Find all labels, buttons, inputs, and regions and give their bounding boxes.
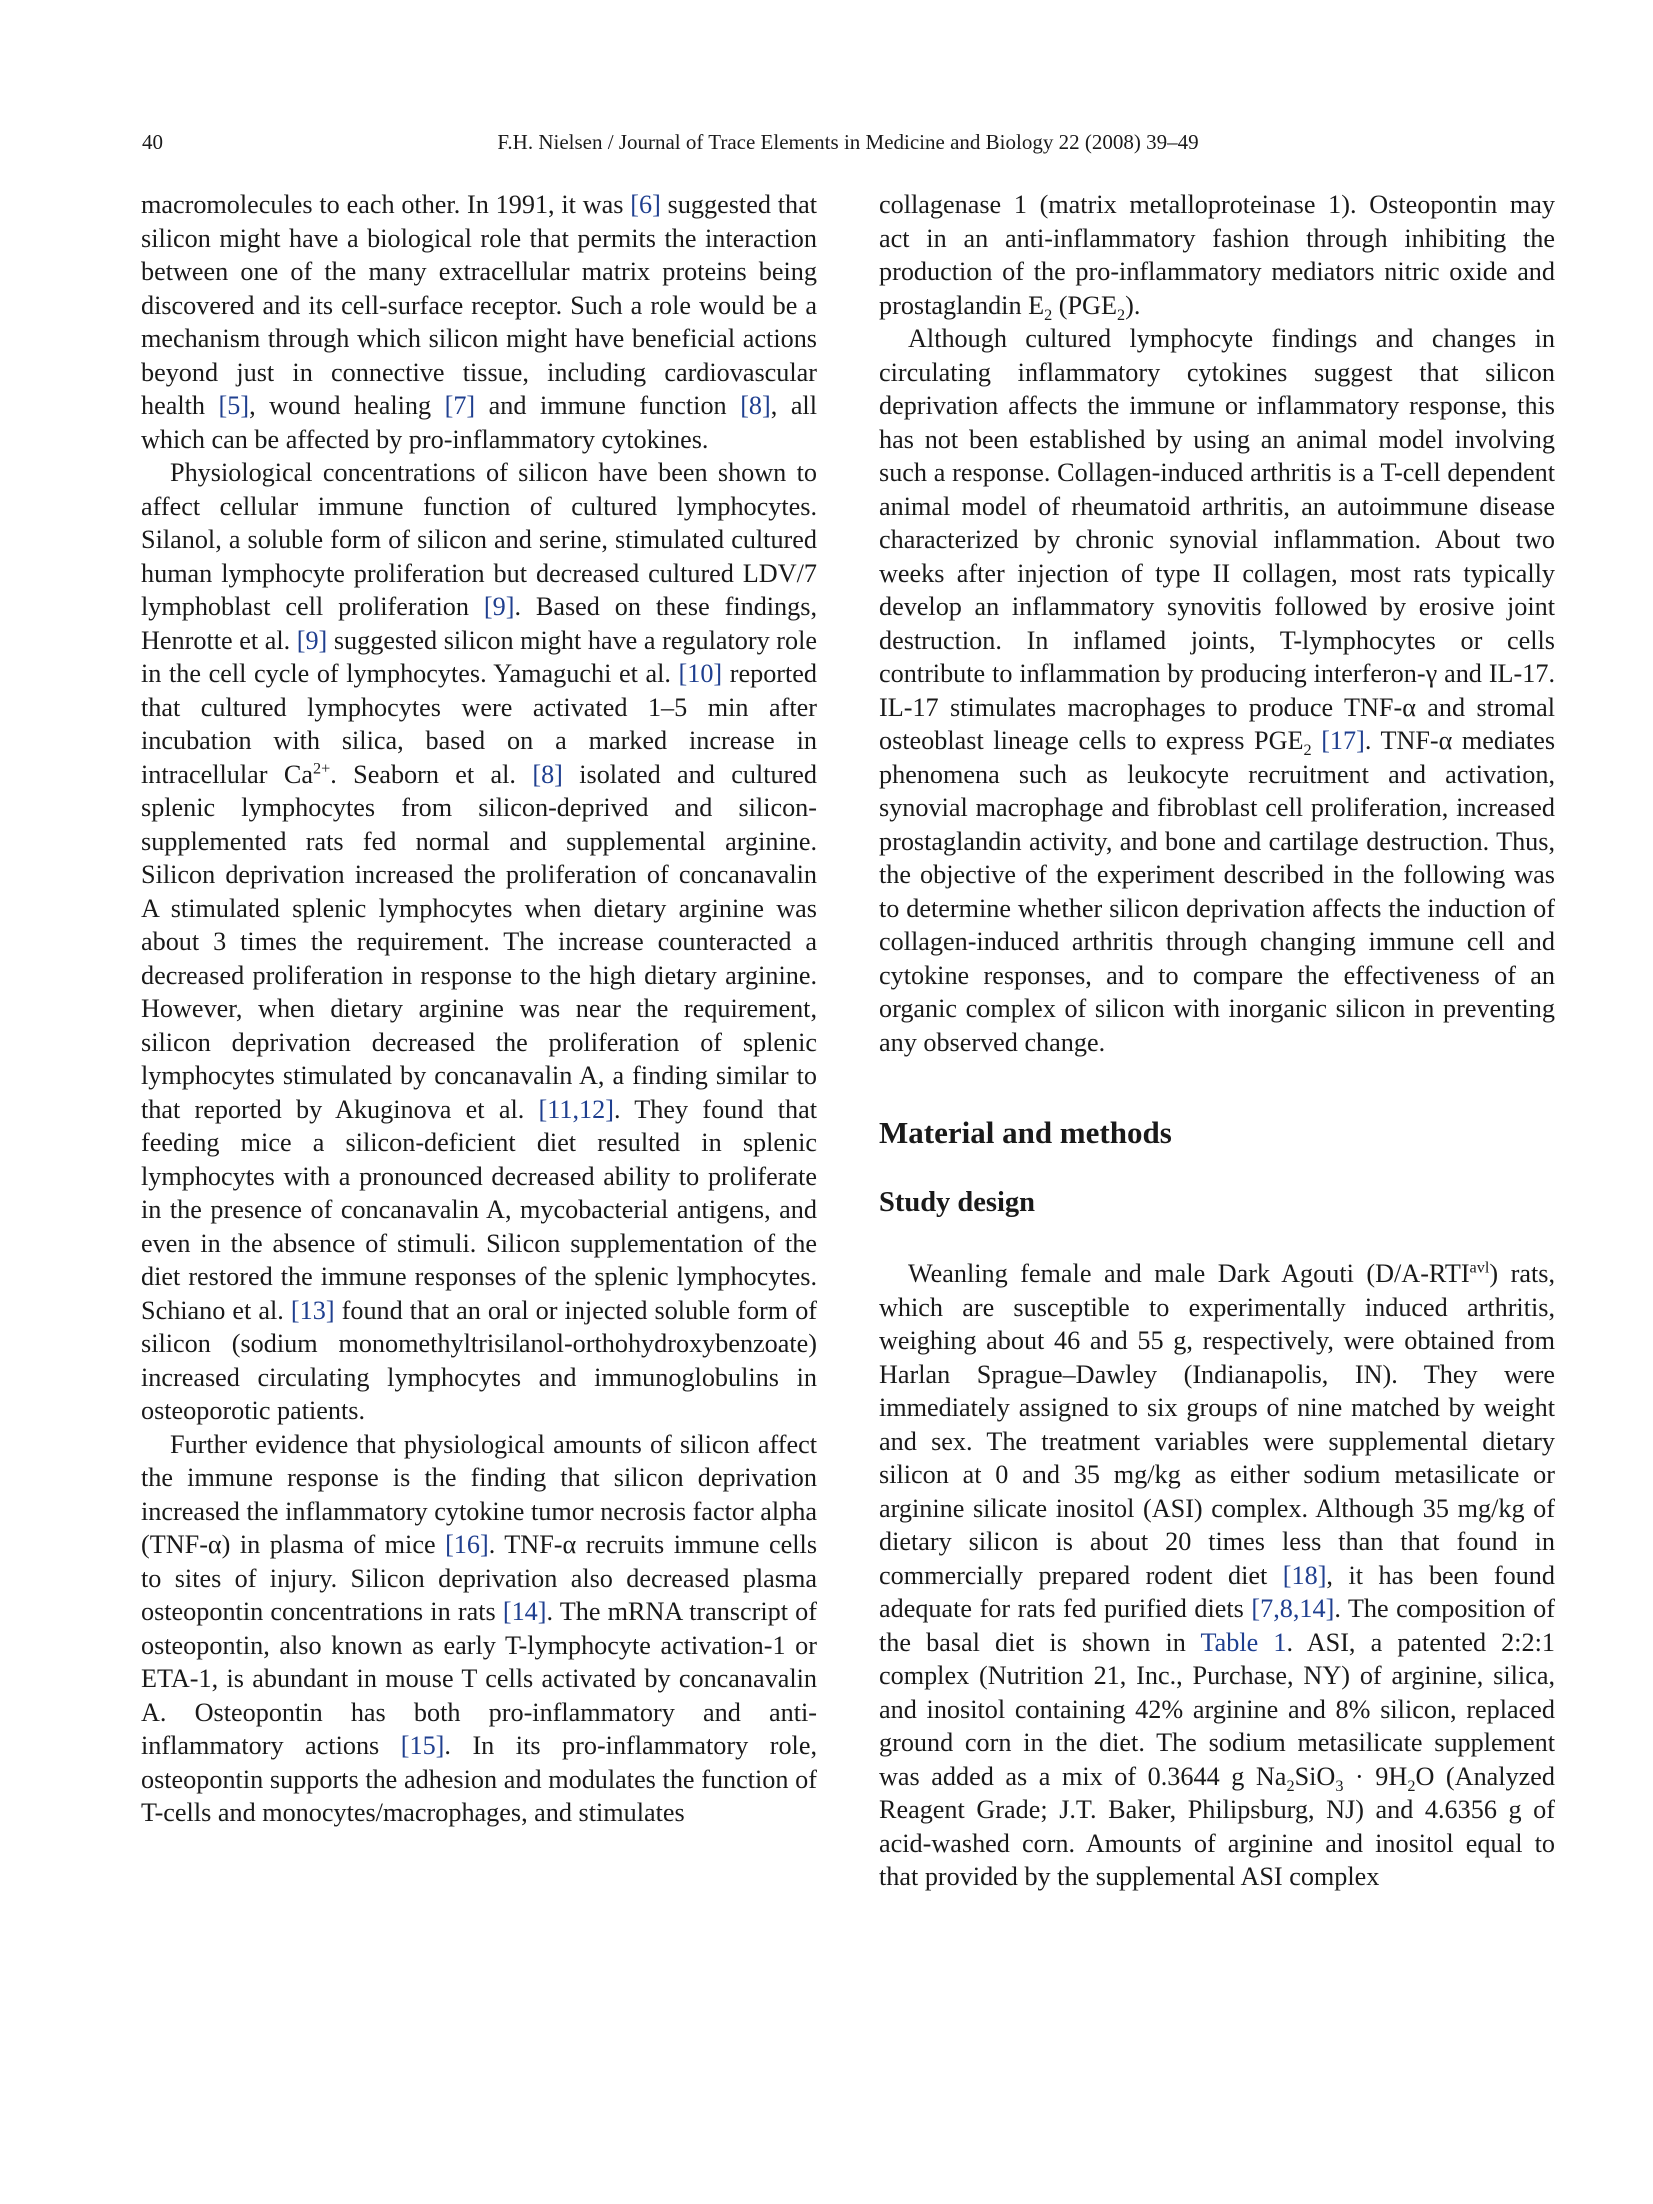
reference-link[interactable]: [11,12] (538, 1094, 614, 1124)
paragraph: Although cultured lymphocyte findings and changes in circulating inflammatory cytokines suggest that silicon deprivation affects the immune or inflammatory response, this has not been established by using an animal model involving such a response. Collagen-induced arthritis is a T-cell dependent animal model of rheumatoid arthritis, an autoimmune disease characterized by chronic synovial inflammation. About two weeks after injection of type II collagen, most rats typically develop an inflammatory synovitis followed by erosive joint destruction. In inflamed joints, T-lymphocytes or cells contribute to inflammation by producing interferon-γ and IL-17. IL-17 stimulates macrophages to produce TNF-α and stromal osteoblast lineage cells to express $PGE_2$ [17]. TNF-α mediates phenomena such as leukocyte recruitment and activation, synovial macrophage and fibroblast cell proliferation, increased prostaglandin activity, and bone and cartilage destruction. Thus, the objective of the experiment described in the following was to determine whether silicon deprivation affects the induction of collagen-induced arthritis through changing immune cell and cytokine responses, and to compare the effectiveness of an organic complex of silicon with inorganic silicon in preventing any observed change. (879, 324, 1556, 1057)
reference-link[interactable]: [14] (502, 1597, 547, 1626)
reference-link[interactable]: [15] (400, 1731, 445, 1760)
page-number: 40 (142, 130, 163, 154)
reference-link[interactable]: [13] (290, 1295, 335, 1325)
running-head (142, 130, 1554, 160)
left-column (141, 188, 817, 1830)
reference-link[interactable]: [8] (740, 391, 771, 420)
paragraph: macromolecules to each other. In 1991, it was [6] suggested that silicon might have a biological role that permits the interaction between one of the many extracellular matrix proteins being discovered and its cell-surface receptor. Such a role would be a mechanism through which silicon might have beneficial actions beyond just in connective tissue, including cardiovascular health [5], wound healing [7] and immune function [8], all which can be affected by pro-inflammatory cytokines. (141, 190, 817, 454)
reference-link[interactable]: [17] (1321, 726, 1365, 755)
table-link[interactable]: Table 1 (1200, 1627, 1287, 1657)
paragraph: collagenase 1 (matrix metalloproteinase 1). Osteopontin may act in an anti-inflammatory fashion through inhibiting the production of the pro-inflammatory mediators nitric oxide and prostaglandin $E_2$ $(PGE_2)$. (879, 190, 1555, 324)
reference-link[interactable]: [9] (483, 592, 515, 621)
reference-link[interactable]: [7,8,14] (1251, 1594, 1335, 1623)
reference-link[interactable]: [9] (296, 625, 328, 655)
reference-link[interactable]: [18] (1282, 1560, 1327, 1590)
reference-link[interactable]: [8] (532, 759, 563, 789)
reference-link[interactable]: [10] (678, 659, 723, 688)
section-heading: Material and methods (879, 1115, 1172, 1150)
paragraph: Weanling female and male Dark Agouti $(D/A-RTI^{avl})$ rats, which are susceptible to experimentally induced arthritis, weighing about 46 and 55 g, respectively, were obtained from Harlan Sprague–Dawley (Indianapolis, IN). They were immediately assigned to six groups of nine matched by weight and sex. The treatment variables were supplemental dietary silicon at 0 and 35 mg/kg as either sodium metasilicate or arginine silicate inositol (ASI) complex. Although 35 mg/kg of dietary silicon is about 20 times less than that found in commercially prepared rodent diet [18], it has been found adequate for rats fed purified diets [7,8,14]. The composition of the basal diet is shown in Table 1. ASI, a patented 2:2:1 complex (Nutrition 21, Inc., Purchase, NY) of arginine, silica, and inositol containing 42% arginine and 8% silicon, replaced ground corn in the diet. The sodium metasilicate supplement was added as a mix of 0.3644 g $Na_2SiO_3 \cdot 9H_2O$ (Analyzed Reagent Grade; J.T. Baker, Philipsburg, NJ) and 4.6356 g of acid-washed corn. Amounts of arginine and inositol equal to that provided by the supplemental ASI complex (879, 1258, 1555, 1891)
right-column (879, 188, 1555, 1894)
journal-citation-line: F.H. Nielsen / Journal of Trace Elements in Medicine and Biology 22 (2008) 39–49 (497, 130, 1199, 154)
paragraph: Further evidence that physiological amounts of silicon affect the immune response is the finding that silicon deprivation increased the inflammatory cytokine tumor necrosis factor alpha (TNF-α) in plasma of mice [16]. TNF-α recruits immune cells to sites of injury. Silicon deprivation also decreased plasma osteopontin concentrations in rats [14]. The mRNA transcript of osteopontin, also known as early T-lymphocyte activation-1 or ETA-1, is abundant in mouse T cells activated by concanavalin A. Osteopontin has both pro-inflammatory and anti-inflammatory actions [15]. In its pro-inflammatory role, osteopontin supports the adhesion and modulates the function of T-cells and monocytes/macrophages, and stimulates (141, 1429, 818, 1827)
reference-link[interactable]: [6] (630, 190, 661, 219)
paragraph: Physiological concentrations of silicon have been shown to affect cellular immune function of cultured lymphocytes. Silanol, a soluble form of silicon and serine, stimulated cultured human lymphocyte proliferation but decreased cultured LDV/7 lymphoblast cell proliferation [9]. Based on these findings, Henrotte et al. [9] suggested silicon might have a regulatory role in the cell cycle of lymphocytes. Yamaguchi et al. [10] reported that cultured lymphocytes were activated 1–5 min after incubation with silica, based on a marked increase in intracellular $Ca^{2+}$. Seaborn et al. [8] isolated and cultured splenic lymphocytes from silicon-deprived and silicon-supplemented rats fed normal and supplemental arginine. Silicon deprivation increased the proliferation of concanavalin A stimulated splenic lymphocytes when dietary arginine was about 3 times the requirement. The increase counteracted a decreased proliferation in response to the high dietary arginine. However, when dietary arginine was near the requirement, silicon deprivation decreased the proliferation of splenic lymphocytes stimulated by concanavalin A, a finding similar to that reported by Akuginova et al. [11,12]. They found that feeding mice a silicon-deficient diet resulted in splenic lymphocytes with a pronounced decreased ability to proliferate in the presence of concanavalin A, mycobacterial antigens, and even in the absence of stimuli. Silicon supplementation of the diet restored the immune responses of the splenic lymphocytes. Schiano et al. [13] found that an oral or injected soluble form of silicon (sodium monomethyltrisilanol-orthohydroxybenzoate) increased circulating lymphocytes and immunoglobulins in osteoporotic patients. (141, 458, 818, 1425)
reference-link[interactable]: [5] (218, 391, 250, 420)
reference-link[interactable]: [16] (445, 1530, 489, 1559)
subsection-heading: Study design (879, 1187, 1036, 1218)
reference-link[interactable]: [7] (444, 391, 476, 420)
